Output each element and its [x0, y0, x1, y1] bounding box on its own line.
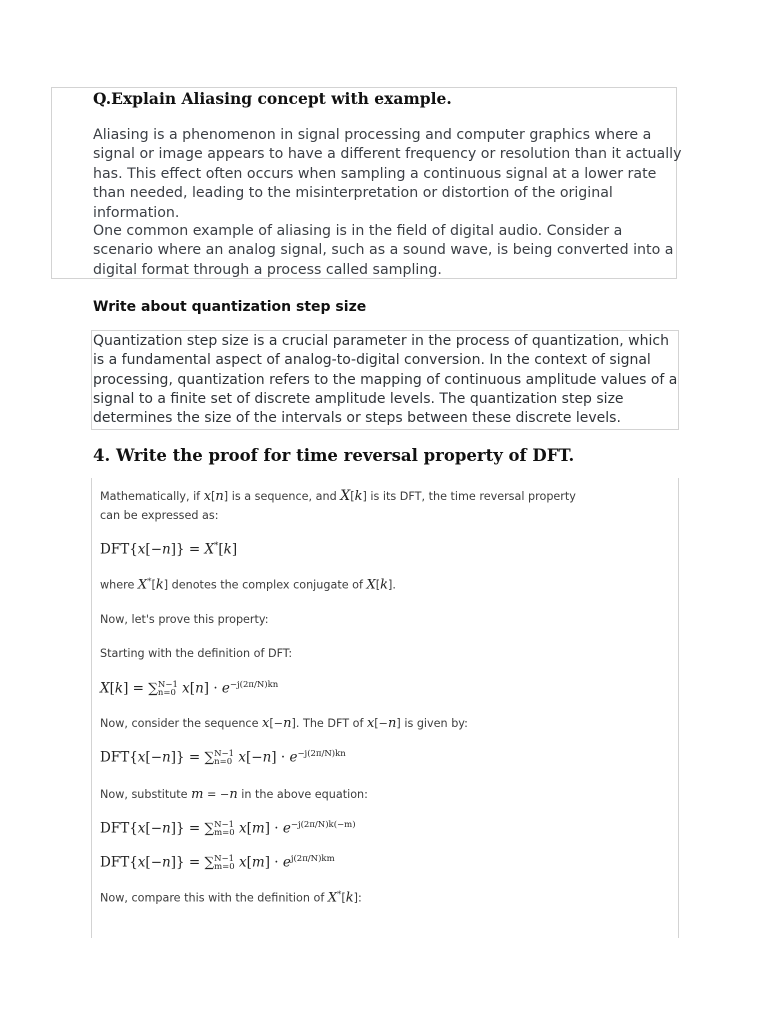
- starting-line: Starting with the definition of DFT:: [100, 647, 293, 660]
- quantization-paragraph: Quantization step size is a crucial parameter in the process of quantization, which is a fundamental aspect of analog-to-digital conversion. In the context of signal processing, quantization refers to the mapping of continuous amplitude values of a signal to a finite set of discrete amplitude levels. The quantization step size determines the size of the intervals or steps between these discrete levels.: [93, 333, 678, 427]
- conjugate-note: where X*[k] denotes the complex conjugate of X[k].: [100, 577, 396, 593]
- substituted-equation-1: DFT{x[−n]} = ∑ N−1 m=0 $x[m] \cdot e^{-j(2\pi/N)k(-m)}$: [100, 820, 356, 838]
- proof-intro-line-2: can be expressed as:: [100, 509, 219, 522]
- dft-definition-equation: X[k] = ∑ N−1 n=0 $x[n] \cdot e^{-j(2\pi/N)kn}$: [100, 680, 279, 698]
- substituted-equation-2: DFT{x[−n]} = ∑ N−1 m=0 $x[m] \cdot e^{j(2\pi/N)km}$: [100, 854, 335, 872]
- prove-line: Now, let's prove this property:: [100, 613, 269, 626]
- proof-intro-line: Mathematically, if x[n] is a sequence, and X[k] is its DFT, the time reversal property: [100, 488, 576, 504]
- compare-line: Now, compare this with the definition of X*[k]:: [100, 890, 362, 906]
- dft-reversed-equation: DFT{x[−n]} = ∑ N−1 n=0 $x[-n] \cdot e^{-j(2\pi/N)kn}$: [100, 749, 346, 767]
- substitute-line: Now, substitute m = −n in the above equation:: [100, 787, 368, 802]
- property-equation: DFT{x[−n]} = X*[k]: [100, 541, 238, 558]
- aliasing-paragraph-2: One common example of aliasing is in the field of digital audio. Consider a scenario where an analog signal, such as a sound wave, is being converted into a digital format through a process called sampling.: [93, 223, 674, 278]
- dft-question-title: 4. Write the proof for time reversal property of DFT.: [93, 446, 575, 465]
- aliasing-paragraph-1: Aliasing is a phenomenon in signal processing and computer graphics where a signal or image appears to have a different frequency or resolution than it actually has. This effect often occurs when sampling a continuous signal at a lower rate than needed, leading to the misinterpretation or distortion of the original information.: [93, 127, 682, 221]
- aliasing-question-title: Q.Explain Aliasing concept with example.: [93, 89, 452, 108]
- quantization-title: Write about quantization step size: [93, 299, 367, 315]
- consider-line: Now, consider the sequence x[−n]. The DFT of x[−n] is given by:: [100, 716, 468, 731]
